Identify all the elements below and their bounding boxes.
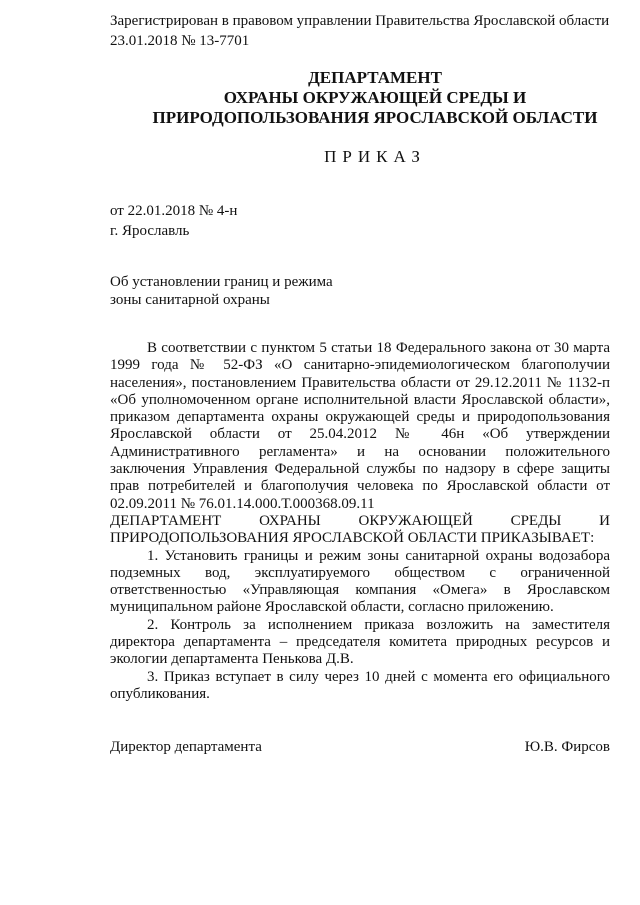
preamble-paragraph: В соответствии с пунктом 5 статьи 18 Федерального закона от 30 марта 1999 года № 52-ФЗ «О санитарно-эпидемиологическом благополучии населения», постановлением Правительства области от 29.12.2011 № 1132-п «Об уполномоченном органе исполнительной власти Ярославской области», приказом департамента охраны окружающей среды и природопользования Ярославской области от 25.04.2012 № 46н «Об утверждении Административного регламента» и на основании положительного заключения Управления Федеральной службы по надзору в сфере защиты прав потребителей и благополучия человека по Ярославской области от 02.09.2011 № 76.01.14.000.Т.000368.09.11 xyxy=(110,340,610,512)
registration-line: Зарегистрирован в правовом управлении Правительства Ярославской области xyxy=(110,13,610,29)
document-subject xyxy=(110,273,333,309)
order-item-3: 3. Приказ вступает в силу через 10 дней с момента его официального опубликования. xyxy=(110,668,610,702)
signatory-name: Ю.В. Фирсов xyxy=(524,739,610,755)
subject-line-2: зоны санитарной охраны xyxy=(110,292,270,308)
department-heading-line-3: ПРИРОДОПОЛЬЗОВАНИЯ ЯРОСЛАВСКОЙ ОБЛАСТИ xyxy=(152,108,598,127)
registration-number: 23.01.2018 № 13-7701 xyxy=(110,33,250,49)
order-item-1: 1. Установить границы и режим зоны санитарной охраны водозабора подземных вод, эксплуатируемого обществом с ограниченной ответственностью «Управляющая компания «Омега» в Ярославском муниципальном районе Ярославской области, согласно приложению. xyxy=(110,547,610,616)
document-body xyxy=(110,340,610,703)
document-date-number: от 22.01.2018 № 4-н xyxy=(110,203,238,219)
registration-stamp xyxy=(110,11,609,51)
department-heading-line-2: ОХРАНЫ ОКРУЖАЮЩЕЙ СРЕДЫ И xyxy=(223,88,527,107)
department-heading xyxy=(110,68,640,128)
document-city: г. Ярославль xyxy=(110,223,190,239)
document-meta xyxy=(110,201,237,241)
decree-line-2: ПРИРОДОПОЛЬЗОВАНИЯ ЯРОСЛАВСКОЙ ОБЛАСТИ ПРИКАЗЫВАЕТ: xyxy=(110,530,595,547)
signatory-position: Директор департамента xyxy=(110,739,262,755)
order-item-2: 2. Контроль за исполнением приказа возложить на заместителя директора департамента – председателя комитета природных ресурсов и экологии департамента Пенькова Д.В. xyxy=(110,616,610,668)
subject-line-1: Об установлении границ и режима xyxy=(110,274,333,290)
department-heading-line-1: ДЕПАРТАМЕНТ xyxy=(308,68,442,87)
document-type-title: ПРИКАЗ xyxy=(324,147,426,166)
decree-line-1: ДЕПАРТАМЕНТ ОХРАНЫ ОКРУЖАЮЩЕЙ СРЕДЫ И xyxy=(110,512,610,529)
